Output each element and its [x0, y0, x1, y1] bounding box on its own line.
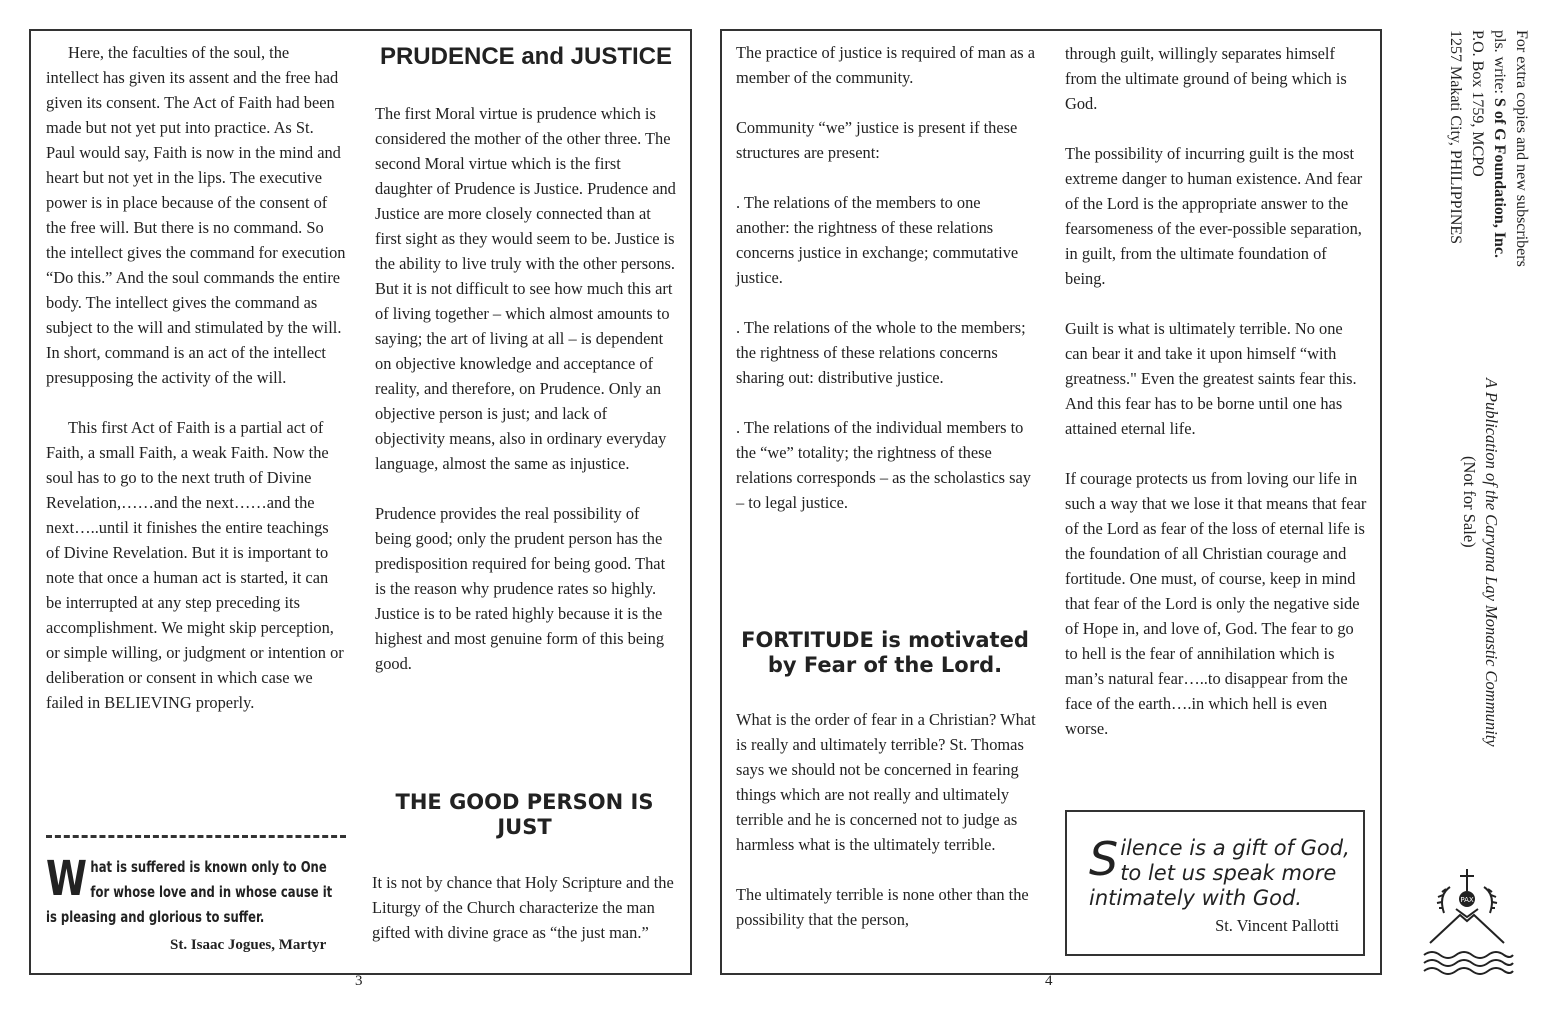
page-4-column-1 — [736, 40, 1036, 540]
guilt-paragraph-2: The possibility of incurring guilt is the most extreme danger to human existence. And fear of the Lord is the appropriate answer to the fearsomeness of the ever-possible separation, in guilt, from the ultimate foundation of being. — [1065, 144, 1363, 288]
quote-drop-cap: W — [46, 851, 87, 907]
good-person-section — [372, 790, 677, 970]
address-line-2: pls. write: S of G Foundation, Inc. — [1491, 30, 1508, 259]
fortitude-paragraph-2: The ultimately terrible is none other than the possibility that the person, — [736, 885, 1029, 929]
address-line-4: 1257 Makati City, PHILIPPINES — [1447, 30, 1464, 245]
pallotti-attribution: St. Vincent Pallotti — [1215, 916, 1339, 935]
not-for-sale-note: (Not for Sale) — [1460, 456, 1479, 548]
fortitude-paragraph-1: What is the order of fear in a Christian? What is really and ultimately terrible? St. Thomas says we should not be concerned in fearing things which are not really and ultimately terrible and he is concerned not to judge as harmless what is the ultimately terrible. — [736, 710, 1036, 854]
good-person-heading: THE GOOD PERSON IS JUST — [395, 790, 654, 839]
address-line-1: For extra copies and new subscribers — [1513, 30, 1530, 267]
pallotti-quote-box — [1065, 810, 1365, 956]
guilt-paragraph-3: Guilt is what is ultimately terrible. No one can bear it and take it upon himself “with greatness." Even the greatest saints fear this. And this fear has to be borne until one has attained eternal life. — [1065, 319, 1357, 438]
justice-paragraph-1: The practice of justice is required of man as a member of the community. — [736, 43, 1036, 87]
fortitude-text — [736, 707, 1036, 957]
justice-paragraph-5: . The relations of the individual members to the “we” totality; the rightness of these relations corresponds – as the scholastics say – to legal justice. — [736, 418, 1031, 512]
faith-paragraph-2: This first Act of Faith is a partial act of Faith, a small Faith, a weak Faith. Now the soul has to go to the next truth of Divine Revelation,……and the next……and the next…..until it finishes the entire teachings of Divine Revelation. But it is important to note that once a human act is started, it can be interrupted at any step preceding its accomplishment. We might skip perception, or simple willing, or judgment or intention or deliberation or consent in which case we failed in BELIEVING properly. — [46, 418, 344, 712]
quote-drop-cap: S — [1089, 832, 1119, 886]
jogues-attribution: St. Isaac Jogues, Martyr — [170, 937, 327, 953]
guilt-paragraph-4: If courage protects us from loving our life in such a way that we lose it that means that fear of the Lord as fear of the loss of eternal life is the foundation of all Christian courage and fortitude. One must, of course, keep in mind that fear of the Lord is only the negative side of Hope in, and love of, God. The fear to go to hell is the fear of annihilation which is man’s natural fear…..to disappear from the face of the earth….in which hell is even worse. — [1065, 469, 1367, 738]
fortitude-heading: FORTITUDE is motivated by Fear of the Lord. — [741, 628, 1029, 677]
foundation-name: S of G Foundation, Inc. — [1491, 98, 1508, 259]
address-line-3: P.O. Box 1759, MCPO — [1469, 30, 1486, 177]
page-number-3: 3 — [355, 973, 363, 989]
good-person-paragraph: It is not by chance that Holy Scripture and the Liturgy of the Church characterize the man gifted with divine grace as “the just man.” — [372, 873, 674, 942]
logo-pax-text: PAX — [1460, 896, 1474, 904]
pax-logo — [1420, 865, 1515, 980]
page-3-column-2 — [375, 44, 677, 701]
justice-paragraph-3: . The relations of the members to one another: the rightness of these relations concerns justice in exchange; commutative justice. — [736, 193, 1019, 287]
pallotti-quote — [1089, 832, 1359, 911]
faith-paragraph-1: Here, the faculties of the soul, the intellect has given its assent and the free had given its consent. The Act of Faith had been made but not yet put into practice. As St. Paul would say, Faith is now in the mind and heart but not yet in the lips. The executive power is in place because of the consent of the free will. But there is no command. So the intellect gives the command for execution “Do this.” And the soul commands the entire body. The intellect gives the command as subject to the will and stimulated by the will. In short, command is an act of the intellect presupposing the activity of the will. — [46, 43, 346, 387]
page-3-column-1 — [46, 40, 346, 740]
page-4-column-2 — [1065, 41, 1367, 766]
publication-name: A Publication of the Caryana Lay Monastic Community — [1482, 378, 1501, 747]
justice-paragraph-4: . The relations of the whole to the members; the rightness of these relations concerns sharing out: distributive justice. — [736, 318, 1026, 387]
quote-text: hat is suffered is known only to One for whose love and in whose cause it is pleasing and glorious to suffer. — [46, 858, 333, 926]
prudence-heading: PRUDENCE and JUSTICE — [379, 43, 673, 70]
prudence-paragraph-2: Prudence provides the real possibility of being good; only the prudent person has the predisposition required for being good. That is the reason why prudence rates so highly. Justice is to be rated highly because it is the highest and most genuine form of this being good. — [375, 504, 666, 673]
prudence-paragraph-1: The first Moral virtue is prudence which is considered the mother of the other three. The second Moral virtue which is the first daughter of Prudence is Justice. Prudence and Justice are more closely connected than at first sight as they would seem to be. Justice is the ability to live truly with the other persons. But it is not difficult to see how much this art of living together – which almost amounts to saying; the art of living at all – is dependent on objective knowledge and acceptance of reality, and therefore, on Prudence. Only an objective person is just; and lack of objectivity means, also in ordinary everyday language, almost the same as injustice. — [375, 104, 676, 473]
quote-text: ilence is a gift of God, to let us speak more intimately with God. — [1089, 836, 1350, 910]
page-number-4: 4 — [1045, 973, 1053, 989]
justice-paragraph-2: Community “we” justice is present if these structures are present: — [736, 118, 1018, 162]
jogues-quote — [46, 851, 347, 930]
fortitude-section — [732, 628, 1038, 708]
guilt-paragraph-1: through guilt, willingly separates himself from the ultimate ground of being which is God. — [1065, 44, 1347, 113]
dashed-divider — [46, 835, 346, 838]
